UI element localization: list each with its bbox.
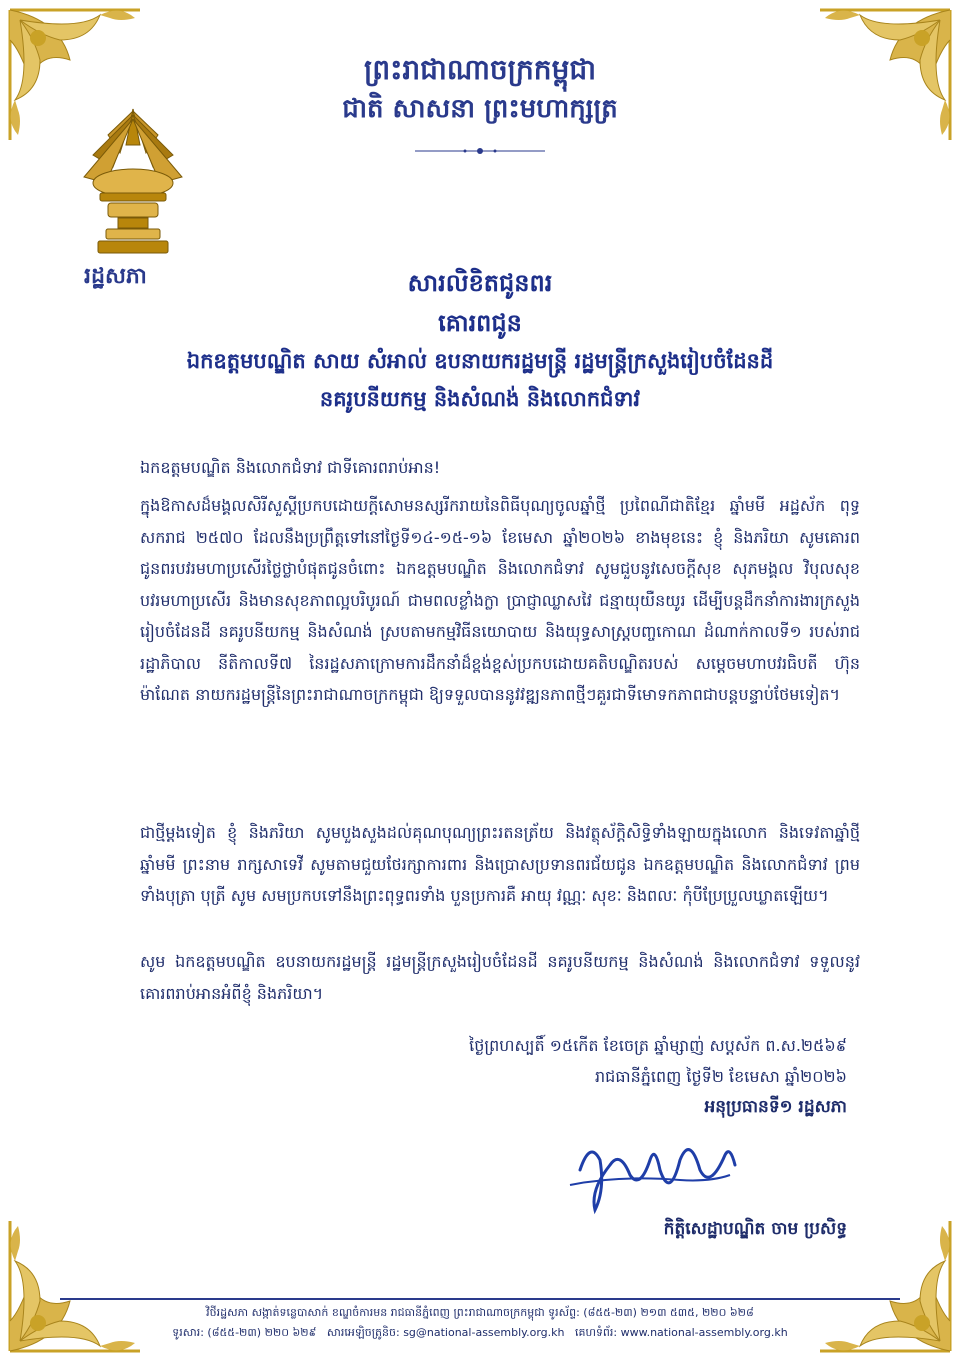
body-paragraph-2: ជាថ្មីម្តងទៀត ខ្ញុំ និងភរិយា សូមបួងសួងដល់គុណបុណ្យព្រះរតនត្រ័យ និងវត្ថុស័ក្តិសិទ្ធិទាំងឡាយក្នុងលោក និងទេវតាឆ្នាំថ្មី ឆ្នាំមមី ព្រះនាម រាក្សសាទេវី សូមតាមជួយថែរក្សាការពារ និងប្រោសប្រទានពរជ័យជូន ឯកឧត្តមបណ្ឌិត និងលោកជំទាវ ព្រមទាំងបុត្រា បុត្រី សូម សមប្រកបទៅនឹងព្រះពុទ្ធពរទាំង បួនប្រការគឺ អាយុ វណ្ណៈ សុខៈ និងពលៈ កុំបីប្រែប្រួលឃ្លាតឡើយ។ <box>140 823 860 905</box>
letter-title: សារលិខិតជូនពរ <box>407 269 553 297</box>
footer-fax: ទូរសារ: (៨៥៥-២៣) ២២០ ៦២៩ <box>172 1326 317 1339</box>
footer-website-label: គេហទំព័រ: <box>575 1326 618 1339</box>
footer-email-link[interactable]: sg@national-assembly.org.kh <box>403 1326 565 1339</box>
signer-name: កិត្តិសេដ្ឋាបណ្ឌិត ចាម ប្រសិទ្ធ <box>663 1219 847 1239</box>
recipient-line-1: ឯកឧត្តមបណ្ឌិត សាយ សំអាល់ ឧបនាយករដ្ឋមន្ត្រី រដ្ឋមន្ត្រីក្រសួងរៀបចំដែនដី <box>186 349 774 373</box>
nation-motto: ជាតិ សាសនា ព្រះមហាក្សត្រ <box>342 94 618 124</box>
solar-date: រាជធានីភ្នំពេញ ថ្ងៃទី២ ខែមេសា ឆ្នាំ២០២៦ <box>595 1067 847 1086</box>
footer-divider <box>60 1298 900 1300</box>
signature <box>560 1130 750 1220</box>
letter-subtitle: គោរពជូន <box>438 309 522 337</box>
signer-title: អនុប្រធានទី១ រដ្ឋសភា <box>704 1097 847 1117</box>
salutation: ឯកឧត្តមបណ្ឌិត និងលោកជំទាវ ជាទីគោរពរាប់អាន! <box>140 458 441 477</box>
kingdom-title: ព្រះរាជាណាចក្រកម្ពុជា <box>363 53 596 86</box>
body-paragraph-1: ក្នុងឱកាសដ៏មង្គលសិរីសួស្តីប្រកបដោយក្តីសោមនស្សរីករាយនៃពិធីបុណ្យចូលឆ្នាំថ្មី ប្រពៃណីជាតិខ្មែរ ឆ្នាំមមី អដ្ឋស័ក ពុទ្ធសករាជ ២៥៧០ ដែលនឹងប្រព្រឹត្តទៅនៅថ្ងៃទី១៤-១៥-១៦ ខែមេសា ឆ្នាំ២០២៦ ខាងមុខនេះ ខ្ញុំ និងភរិយា សូមគោរពជូនពរបវរមហាប្រសើរថ្លៃថ្លាបំផុតជូនចំពោះ ឯកឧត្តមបណ្ឌិត និងលោកជំទាវ សូមជួបនូវសេចក្តីសុខ សុភមង្គល វិបុលសុខ បវរមហាប្រសើរ និងមានសុខភាពល្អបរិបូរណ៍ ជាមពលខ្លាំងក្លា ប្រាជ្ញាឈ្លាសវៃ ជន្មាយុយឺនយូរ ដើម្បីបន្តដឹកនាំការងារក្រសួងរៀបចំដែនដី នគរូបនីយកម្ម និងសំណង់ ស្របតាមកម្មវិធីនយោបាយ និងយុទ្ធសាស្ត្របញ្ចកោណ ដំណាក់កាលទី១ របស់រាជរដ្ឋាភិបាល នីតិកាលទី៧ នៃរដ្ឋសភាក្រោមការដឹកនាំដ៏ខ្ពង់ខ្ពស់ប្រកបដោយគតិបណ្ឌិតរបស់ សម្តេចមហាបវរធិបតី ហ៊ុន ម៉ាណែត នាយករដ្ឋមន្ត្រីនៃព្រះរាជាណាចក្រកម្ពុជា ឱ្យទទួលបាននូវវឌ្ឍនភាពថ្មីៗគួរជាទីមោទកភាពជាបន្តបន្ទាប់ថែមទៀត។ <box>140 496 860 704</box>
ornamental-divider-icon <box>415 146 545 156</box>
recipient-line-2: នគរូបនីយកម្ម និងសំណង់ និងលោកជំទាវ <box>319 387 641 411</box>
body-paragraph-3: សូម ឯកឧត្តមបណ្ឌិត ឧបនាយករដ្ឋមន្ត្រី រដ្ឋមន្ត្រីក្រសួងរៀបចំដែនដី នគរូបនីយកម្ម និងសំណង់ និងលោកជំទាវ ទទួលនូវគោរពរាប់អានអំពីខ្ញុំ និងភរិយា។ <box>140 952 860 1003</box>
footer-contacts <box>60 1326 900 1342</box>
footer-email-label: សារអេឡិចត្រូនិច: <box>326 1326 400 1339</box>
footer-address: វិថីរដ្ឋសភា សង្កាត់ទន្លេបាសាក់ ខណ្ឌចំការមន រាជធានីភ្នំពេញ ព្រះរាជាណាចក្រកម្ពុជា ទូរស័ព្ទ: (៨៥៥-២៣) ២១៣ ៥៣៥, ២២០ ៦២៨ <box>206 1306 754 1319</box>
corner-ornament-top-right <box>810 0 960 150</box>
national-assembly-emblem-icon <box>78 105 188 260</box>
footer-website-link[interactable]: www.national-assembly.org.kh <box>620 1326 788 1339</box>
lunar-date: ថ្ងៃព្រហស្បតិ៍ ១៥កើត ខែចេត្រ ឆ្នាំម្សាញ់ សប្តស័ក ព.ស.២៥៦៩ <box>469 1036 847 1055</box>
assembly-label: រដ្ឋសភា <box>84 264 147 289</box>
